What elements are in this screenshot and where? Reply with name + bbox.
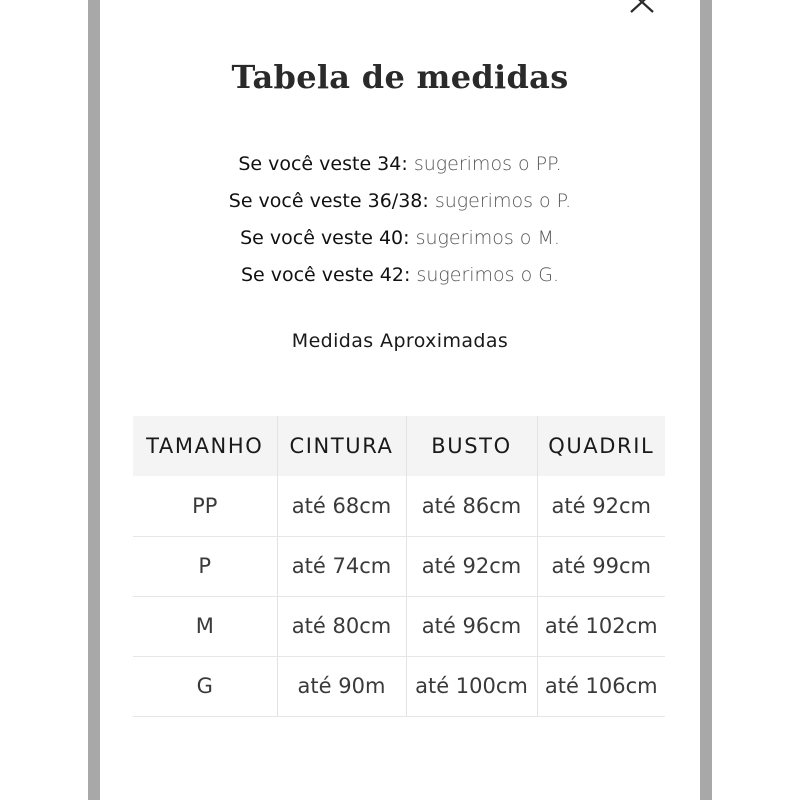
close-icon xyxy=(628,0,658,14)
suggestion-prefix: Se você veste 34: xyxy=(238,153,408,175)
table-row xyxy=(133,476,665,536)
hip-cell: até 106cm xyxy=(537,656,665,716)
backdrop-left[interactable] xyxy=(88,0,100,800)
suggestion-suffix: sugerimos o G. xyxy=(416,264,560,286)
modal-title: Tabela de medidas xyxy=(231,58,569,96)
column-header-hip: QUADRIL xyxy=(537,416,665,476)
size-cell: M xyxy=(133,596,277,656)
size-cell: P xyxy=(133,536,277,596)
table-row xyxy=(133,536,665,596)
bust-cell: até 96cm xyxy=(406,596,537,656)
suggestion-suffix: sugerimos o PP. xyxy=(413,153,562,175)
waist-cell: até 80cm xyxy=(277,596,406,656)
suggestion-line xyxy=(100,257,700,294)
bust-cell: até 100cm xyxy=(406,656,537,716)
suggestion-line xyxy=(100,183,700,220)
table-header-row xyxy=(133,416,665,476)
waist-cell: até 68cm xyxy=(277,476,406,536)
suggestion-suffix: sugerimos o M. xyxy=(415,227,560,249)
suggestion-line xyxy=(100,220,700,257)
waist-cell: até 74cm xyxy=(277,536,406,596)
column-header-size: TAMANHO xyxy=(133,416,277,476)
suggestion-line xyxy=(100,146,700,183)
hip-cell: até 92cm xyxy=(537,476,665,536)
size-table xyxy=(133,416,665,717)
size-suggestions xyxy=(100,146,700,294)
approximate-measures-heading: Medidas Aproximadas xyxy=(291,330,509,352)
table-row xyxy=(133,656,665,716)
waist-cell: até 90m xyxy=(277,656,406,716)
table-row xyxy=(133,596,665,656)
size-cell: G xyxy=(133,656,277,716)
column-header-bust: BUSTO xyxy=(406,416,537,476)
hip-cell: até 99cm xyxy=(537,536,665,596)
suggestion-prefix: Se você veste 36/38: xyxy=(228,190,429,212)
bust-cell: até 86cm xyxy=(406,476,537,536)
bust-cell: até 92cm xyxy=(406,536,537,596)
suggestion-prefix: Se você veste 40: xyxy=(240,227,410,249)
size-cell: PP xyxy=(133,476,277,536)
hip-cell: até 102cm xyxy=(537,596,665,656)
backdrop-right[interactable] xyxy=(700,0,712,800)
column-header-waist: CINTURA xyxy=(277,416,406,476)
suggestion-prefix: Se você veste 42: xyxy=(240,264,411,286)
close-button[interactable] xyxy=(628,0,658,14)
suggestion-suffix: sugerimos o P. xyxy=(434,190,572,212)
